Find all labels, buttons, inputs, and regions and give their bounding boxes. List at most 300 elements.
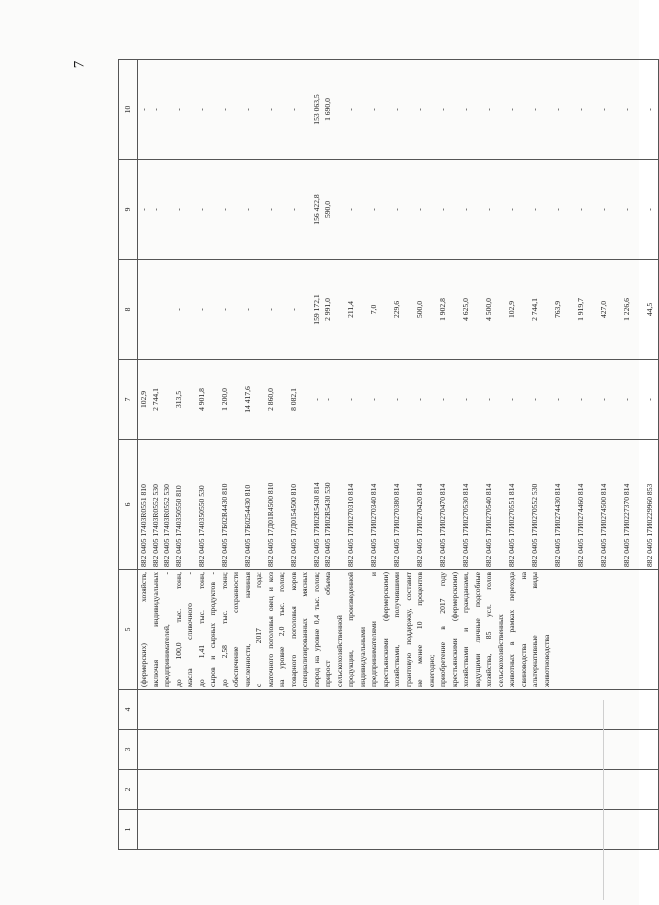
amount-2017-cell <box>472 360 484 440</box>
empty-cell <box>265 690 277 730</box>
amount-col10-cell <box>184 60 196 160</box>
empty-cell <box>552 810 564 850</box>
empty-cell <box>518 730 530 770</box>
amount-col9-cell: - <box>368 160 380 260</box>
amount-col8-cell <box>541 260 553 360</box>
description-cell <box>621 570 633 690</box>
empty-cell <box>541 810 553 850</box>
empty-cell <box>196 810 208 850</box>
amount-col10-cell <box>426 60 438 160</box>
description-cell <box>564 570 576 690</box>
empty-cell <box>265 770 277 810</box>
table-row <box>449 60 461 850</box>
budget-code-cell: 882 0405 17403R0552 530 <box>161 440 173 570</box>
empty-cell <box>288 770 300 810</box>
table-row <box>173 60 185 850</box>
description-cell <box>552 570 564 690</box>
empty-cell <box>472 730 484 770</box>
empty-cell <box>633 770 645 810</box>
table-row <box>368 60 380 850</box>
amount-col8-cell <box>357 260 369 360</box>
description-cell: численности, начиная <box>242 570 254 690</box>
description-cell: предпринимателей, - <box>161 570 173 690</box>
border-cell <box>656 440 659 570</box>
amount-col9-cell: - <box>138 160 150 260</box>
amount-col9-cell <box>207 160 219 260</box>
description-cell: обеспечение сохранности <box>230 570 242 690</box>
column-header-2: 2 <box>119 770 138 810</box>
empty-cell <box>311 730 323 770</box>
table-row <box>219 60 231 850</box>
amount-col10-cell <box>403 60 415 160</box>
empty-cell <box>219 690 231 730</box>
budget-code-cell <box>334 440 346 570</box>
table-row <box>552 60 564 850</box>
budget-code-cell: 882 0405 17Б0254430 810 <box>242 440 254 570</box>
table-row <box>564 60 576 850</box>
empty-cell <box>460 690 472 730</box>
amount-col9-cell: - <box>460 160 472 260</box>
empty-cell <box>426 810 438 850</box>
budget-code-cell <box>541 440 553 570</box>
amount-col9-cell <box>564 160 576 260</box>
amount-2017-cell <box>610 360 622 440</box>
empty-cell <box>460 730 472 770</box>
amount-col9-cell: 590,0 <box>322 160 334 260</box>
table-row <box>150 60 162 850</box>
empty-cell <box>184 730 196 770</box>
empty-cell <box>587 690 599 730</box>
empty-cell <box>472 810 484 850</box>
table-row <box>495 60 507 850</box>
amount-col10-cell: 153 063,5 <box>311 60 323 160</box>
amount-col10-cell <box>299 60 311 160</box>
empty-cell <box>564 810 576 850</box>
empty-cell <box>483 770 495 810</box>
amount-2017-cell: 2 860,0 <box>265 360 277 440</box>
empty-cell <box>426 730 438 770</box>
description-cell <box>610 570 622 690</box>
empty-cell <box>276 690 288 730</box>
empty-cell <box>541 690 553 730</box>
empty-cell <box>644 690 656 730</box>
empty-cell <box>380 730 392 770</box>
amount-2017-cell: - <box>621 360 633 440</box>
budget-code-cell <box>610 440 622 570</box>
amount-col9-cell: - <box>265 160 277 260</box>
table-row <box>161 60 173 850</box>
empty-cell <box>322 690 334 730</box>
amount-col8-cell <box>426 260 438 360</box>
amount-col10-cell: - <box>506 60 518 160</box>
amount-col8-cell <box>495 260 507 360</box>
empty-cell <box>138 770 150 810</box>
budget-code-cell: 882 0405 17И0274460 814 <box>575 440 587 570</box>
description-cell: с 2017 года: <box>253 570 265 690</box>
empty-cell <box>380 770 392 810</box>
empty-cell <box>449 690 461 730</box>
description-cell: специализированных мясных <box>299 570 311 690</box>
border-cell <box>656 810 659 850</box>
column-header-9: 9 <box>119 160 138 260</box>
empty-cell <box>161 690 173 730</box>
empty-cell <box>403 730 415 770</box>
description-cell: ведущими личные подсобные <box>472 570 484 690</box>
amount-2017-cell: - <box>506 360 518 440</box>
description-cell: маточного поголовья овец и коз <box>265 570 277 690</box>
budget-code-cell <box>587 440 599 570</box>
amount-col9-cell: - <box>529 160 541 260</box>
empty-cell <box>575 770 587 810</box>
amount-col9-cell: - <box>552 160 564 260</box>
amount-col8-cell <box>161 260 173 360</box>
table-row <box>529 60 541 850</box>
amount-2017-cell: - <box>552 360 564 440</box>
amount-col8-cell: 427,0 <box>598 260 610 360</box>
empty-cell <box>621 810 633 850</box>
budget-code-cell <box>403 440 415 570</box>
amount-col9-cell <box>184 160 196 260</box>
empty-cell <box>276 770 288 810</box>
amount-col8-cell: - <box>242 260 254 360</box>
empty-cell <box>219 810 231 850</box>
empty-cell <box>506 730 518 770</box>
empty-cell <box>242 770 254 810</box>
budget-code-cell <box>299 440 311 570</box>
description-cell: сельскохозяйственной <box>334 570 346 690</box>
amount-col10-cell <box>518 60 530 160</box>
empty-cell <box>472 690 484 730</box>
description-cell: сельскохозяйственных <box>495 570 507 690</box>
empty-cell <box>334 690 346 730</box>
amount-col8-cell <box>299 260 311 360</box>
budget-code-cell: 882 0405 17Б02R4430 810 <box>219 440 231 570</box>
empty-cell <box>345 690 357 730</box>
empty-cell <box>161 730 173 770</box>
amount-2017-cell <box>564 360 576 440</box>
table-row <box>334 60 346 850</box>
table-bottom-border <box>656 60 659 850</box>
description-cell: сыров и сырных продуктов - <box>207 570 219 690</box>
empty-cell <box>575 730 587 770</box>
table-row <box>506 60 518 850</box>
empty-cell <box>150 810 162 850</box>
amount-2017-cell: - <box>322 360 334 440</box>
empty-cell <box>253 690 265 730</box>
empty-cell <box>495 810 507 850</box>
column-header-7: 7 <box>119 360 138 440</box>
empty-cell <box>207 730 219 770</box>
empty-cell <box>391 810 403 850</box>
budget-code-cell: 882 0405 17И0270380 814 <box>391 440 403 570</box>
budget-code-cell: 882 0405 17И0274430 814 <box>552 440 564 570</box>
empty-cell <box>460 770 472 810</box>
budget-code-cell: 882 0405 1740350550 530 <box>196 440 208 570</box>
amount-2017-cell <box>449 360 461 440</box>
table-row <box>265 60 277 850</box>
empty-cell <box>207 810 219 850</box>
border-cell <box>656 260 659 360</box>
amount-2017-cell <box>230 360 242 440</box>
amount-2017-cell: - <box>460 360 472 440</box>
empty-cell <box>368 770 380 810</box>
empty-cell <box>322 730 334 770</box>
description-cell: пород на уровне 0,4 тыс. голов; <box>311 570 323 690</box>
description-cell <box>598 570 610 690</box>
empty-cell <box>242 730 254 770</box>
table-row <box>380 60 392 850</box>
budget-code-cell <box>564 440 576 570</box>
empty-cell <box>322 770 334 810</box>
amount-col10-cell: - <box>529 60 541 160</box>
empty-cell <box>230 730 242 770</box>
empty-cell <box>173 730 185 770</box>
page-number: 7 <box>71 60 88 69</box>
table-row <box>230 60 242 850</box>
amount-col9-cell: - <box>437 160 449 260</box>
empty-cell <box>610 770 622 810</box>
empty-cell <box>403 810 415 850</box>
empty-cell <box>219 770 231 810</box>
border-cell <box>656 160 659 260</box>
empty-cell <box>495 770 507 810</box>
budget-code-cell <box>426 440 438 570</box>
empty-cell <box>219 730 231 770</box>
empty-cell <box>541 770 553 810</box>
empty-cell <box>414 810 426 850</box>
amount-col8-cell <box>449 260 461 360</box>
amount-col8-cell <box>472 260 484 360</box>
amount-2017-cell <box>334 360 346 440</box>
empty-cell <box>196 690 208 730</box>
amount-col9-cell <box>230 160 242 260</box>
description-cell <box>644 570 656 690</box>
amount-col8-cell <box>633 260 645 360</box>
description-cell <box>587 570 599 690</box>
column-header-1: 1 <box>119 810 138 850</box>
empty-cell <box>230 810 242 850</box>
amount-2017-cell <box>299 360 311 440</box>
amount-2017-cell <box>276 360 288 440</box>
empty-cell <box>449 730 461 770</box>
empty-cell <box>610 690 622 730</box>
table-body <box>138 60 659 850</box>
border-cell <box>656 570 659 690</box>
empty-cell <box>518 770 530 810</box>
amount-col10-cell <box>541 60 553 160</box>
empty-cell <box>403 770 415 810</box>
amount-col8-cell: - <box>173 260 185 360</box>
column-header-10: 10 <box>119 60 138 160</box>
empty-cell <box>575 690 587 730</box>
amount-col9-cell <box>472 160 484 260</box>
table-row <box>541 60 553 850</box>
amount-col10-cell: - <box>173 60 185 160</box>
description-cell: включая индивидуальных <box>150 570 162 690</box>
empty-cell <box>552 770 564 810</box>
amount-col10-cell: - <box>242 60 254 160</box>
amount-col10-cell: - <box>265 60 277 160</box>
empty-cell <box>610 730 622 770</box>
amount-col8-cell: 229,6 <box>391 260 403 360</box>
budget-code-cell <box>518 440 530 570</box>
empty-cell <box>288 690 300 730</box>
description-cell: ежегодно; <box>426 570 438 690</box>
empty-cell <box>506 770 518 810</box>
amount-col9-cell: - <box>483 160 495 260</box>
budget-code-cell <box>449 440 461 570</box>
description-cell: до 2,58 тыс. тонн; <box>219 570 231 690</box>
description-cell <box>575 570 587 690</box>
amount-2017-cell <box>253 360 265 440</box>
empty-cell <box>345 730 357 770</box>
amount-col10-cell <box>276 60 288 160</box>
amount-col9-cell <box>403 160 415 260</box>
empty-cell <box>184 810 196 850</box>
table-row <box>391 60 403 850</box>
amount-col10-cell <box>472 60 484 160</box>
amount-col10-cell <box>610 60 622 160</box>
empty-cell <box>552 690 564 730</box>
amount-2017-cell: 8 082,1 <box>288 360 300 440</box>
empty-cell <box>633 810 645 850</box>
description-cell: грантовую поддержку, составит <box>403 570 415 690</box>
empty-cell <box>495 730 507 770</box>
amount-col8-cell: - <box>288 260 300 360</box>
description-cell: хозяйствами, получившими <box>391 570 403 690</box>
amount-col10-cell <box>230 60 242 160</box>
empty-cell <box>207 770 219 810</box>
table-row <box>299 60 311 850</box>
empty-cell <box>529 730 541 770</box>
empty-cell <box>414 690 426 730</box>
empty-cell <box>449 770 461 810</box>
description-cell: хозяйства, 85 усл. голов <box>483 570 495 690</box>
amount-col9-cell: - <box>219 160 231 260</box>
empty-cell <box>230 770 242 810</box>
amount-col8-cell: 1 902,8 <box>437 260 449 360</box>
empty-cell <box>575 810 587 850</box>
amount-col9-cell <box>299 160 311 260</box>
amount-2017-cell <box>426 360 438 440</box>
empty-cell <box>403 690 415 730</box>
amount-col10-cell <box>334 60 346 160</box>
amount-col8-cell: 4 500,0 <box>483 260 495 360</box>
description-cell: животных в рамках перехода <box>506 570 518 690</box>
amount-col8-cell: 7,0 <box>368 260 380 360</box>
empty-cell <box>150 690 162 730</box>
empty-cell <box>253 730 265 770</box>
empty-cell <box>357 690 369 730</box>
amount-col10-cell <box>253 60 265 160</box>
budget-code-cell: 882 0405 17И0270530 814 <box>460 440 472 570</box>
empty-cell <box>529 770 541 810</box>
table-row <box>460 60 472 850</box>
empty-cell <box>322 810 334 850</box>
description-cell: прирост объема <box>322 570 334 690</box>
description-cell: хозяйствами и гражданами, <box>460 570 472 690</box>
description-cell: свиноводства на <box>518 570 530 690</box>
table-row <box>207 60 219 850</box>
amount-col8-cell: - <box>196 260 208 360</box>
budget-code-cell: 882 0405 17403R0551 810 <box>138 440 150 570</box>
amount-col10-cell: - <box>138 60 150 160</box>
amount-2017-cell: - <box>414 360 426 440</box>
description-cell <box>633 570 645 690</box>
amount-col9-cell: - <box>345 160 357 260</box>
amount-col8-cell: 1 226,6 <box>621 260 633 360</box>
amount-col9-cell <box>161 160 173 260</box>
empty-cell <box>184 770 196 810</box>
budget-code-cell <box>380 440 392 570</box>
amount-col9-cell: - <box>288 160 300 260</box>
empty-cell <box>173 770 185 810</box>
budget-code-cell <box>184 440 196 570</box>
amount-col8-cell <box>403 260 415 360</box>
amount-col10-cell: - <box>414 60 426 160</box>
amount-2017-cell <box>207 360 219 440</box>
amount-col10-cell: - <box>644 60 656 160</box>
rotated-table-container <box>118 60 654 850</box>
amount-col10-cell <box>564 60 576 160</box>
description-cell: крестьянскими (фермерскими) <box>449 570 461 690</box>
table-row <box>426 60 438 850</box>
amount-col9-cell <box>587 160 599 260</box>
empty-cell <box>621 690 633 730</box>
column-header-5: 5 <box>119 570 138 690</box>
description-cell: на уровне 2,0 тыс. голов; <box>276 570 288 690</box>
amount-col9-cell: - <box>391 160 403 260</box>
empty-cell <box>437 730 449 770</box>
description-cell: крестьянскими (фермерскими) <box>380 570 392 690</box>
amount-col10-cell <box>380 60 392 160</box>
empty-cell <box>150 730 162 770</box>
empty-cell <box>334 730 346 770</box>
border-cell <box>656 360 659 440</box>
empty-cell <box>426 770 438 810</box>
empty-cell <box>299 770 311 810</box>
amount-col8-cell <box>334 260 346 360</box>
empty-cell <box>552 730 564 770</box>
empty-cell <box>587 730 599 770</box>
budget-code-cell <box>230 440 242 570</box>
empty-cell <box>299 810 311 850</box>
amount-col8-cell <box>518 260 530 360</box>
amount-col8-cell: 2 991,0 <box>322 260 334 360</box>
empty-cell <box>299 730 311 770</box>
budget-code-cell: 882 0405 17И0229960 853 <box>644 440 656 570</box>
empty-cell <box>368 730 380 770</box>
table-row <box>403 60 415 850</box>
column-header-3: 3 <box>119 730 138 770</box>
budget-code-cell: 882 0405 17И0274500 814 <box>598 440 610 570</box>
empty-cell <box>173 810 185 850</box>
empty-cell <box>426 690 438 730</box>
description-cell: приобретение в 2017 году <box>437 570 449 690</box>
empty-cell <box>518 810 530 850</box>
amount-col10-cell: 1 690,0 <box>322 60 334 160</box>
amount-col8-cell <box>253 260 265 360</box>
amount-col9-cell <box>426 160 438 260</box>
empty-cell <box>161 810 173 850</box>
amount-col10-cell: - <box>621 60 633 160</box>
table-row <box>311 60 323 850</box>
empty-cell <box>564 770 576 810</box>
amount-2017-cell: - <box>368 360 380 440</box>
amount-col8-cell: 2 744,1 <box>529 260 541 360</box>
table-row <box>276 60 288 850</box>
amount-col8-cell <box>150 260 162 360</box>
